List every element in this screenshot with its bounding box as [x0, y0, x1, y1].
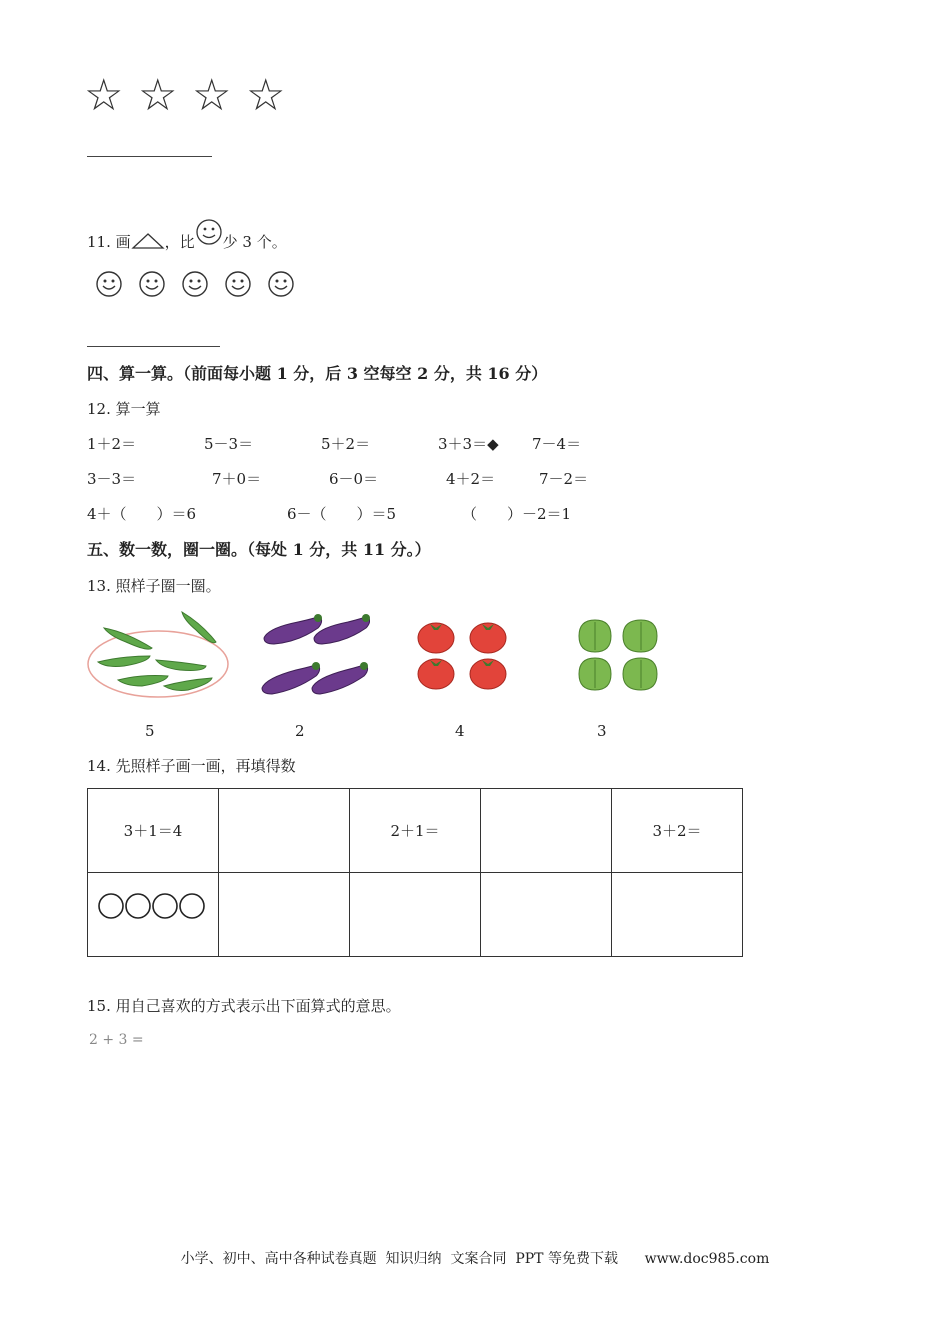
equation: 7－2＝ — [539, 470, 589, 488]
star-icon: ☆ — [138, 70, 178, 121]
q12-title: 12. 算一算 — [87, 400, 161, 418]
equation: 6－0＝ — [329, 470, 379, 488]
table-cell: 3＋1＝4 — [88, 789, 219, 873]
star-icon: ☆ — [192, 70, 232, 121]
count-number: 2 — [295, 722, 305, 740]
smiley-icon — [182, 271, 208, 297]
table-row — [88, 873, 743, 957]
circle-icon — [97, 892, 209, 920]
table-row — [88, 789, 743, 873]
table-cell[interactable] — [219, 873, 350, 957]
eggplant-icon — [258, 608, 370, 696]
smiley-icon — [225, 271, 251, 297]
equation: 3－3＝ — [87, 470, 137, 488]
table-cell[interactable] — [481, 873, 612, 957]
q13-title: 13. 照样子圈一圈。 — [87, 577, 221, 595]
triangle-icon — [131, 232, 165, 250]
smiley-icon — [195, 219, 223, 249]
equation: （ ）－2＝1 — [462, 505, 572, 523]
star-icon: ☆ — [246, 70, 286, 121]
equation: 3＋3＝◆ — [438, 435, 499, 453]
drawing-table — [87, 788, 743, 957]
table-cell[interactable] — [612, 873, 743, 957]
answer-line — [87, 346, 220, 347]
q15-title: 15. 用自己喜欢的方式表示出下面算式的意思。 — [87, 997, 401, 1015]
equation: 4＋（ ）＝6 — [87, 505, 197, 523]
section-4-heading: 四、算一算。（前面每小题 1 分，后 3 空每空 2 分，共 16 分） — [87, 364, 548, 383]
q14-title: 14. 先照样子画一画，再填得数 — [87, 757, 296, 775]
answer-line — [87, 156, 212, 157]
table-cell[interactable] — [219, 789, 350, 873]
q11-text-a: 11. 画 — [87, 233, 131, 251]
section-5-heading: 五、数一数，圈一圈。（每处 1 分，共 11 分。） — [87, 540, 431, 559]
equation: 7－4＝ — [532, 435, 582, 453]
equation: 4＋2＝ — [446, 470, 496, 488]
green-pepper-icon — [575, 616, 663, 694]
q11-text-c: 少 3 个。 — [222, 233, 287, 251]
q11-text-b: ，比 — [164, 233, 195, 251]
table-cell: 3＋2＝ — [612, 789, 743, 873]
q15-expression: 2 + 3 = — [89, 1032, 144, 1048]
smiley-icon — [268, 271, 294, 297]
star-icon: ☆ — [84, 70, 124, 121]
equation: 6－（ ）＝5 — [287, 505, 397, 523]
footer-text: 小学、初中、高中各种试卷真题 知识归纳 文案合同 PPT 等免费下载 www.doc985.com — [180, 1251, 770, 1267]
count-number: 4 — [455, 722, 465, 740]
table-cell: 2＋1＝ — [350, 789, 481, 873]
count-number: 3 — [597, 722, 607, 740]
tomato-icon — [416, 618, 510, 694]
equation: 5－3＝ — [204, 435, 254, 453]
equation: 5＋2＝ — [321, 435, 371, 453]
pea-pod-icon — [86, 606, 234, 700]
table-cell[interactable] — [350, 873, 481, 957]
smiley-icon — [96, 271, 122, 297]
smiley-icon — [139, 271, 165, 297]
table-cell[interactable] — [481, 789, 612, 873]
count-number: 5 — [145, 722, 155, 740]
question-11 — [87, 219, 287, 251]
equation: 1＋2＝ — [87, 435, 137, 453]
equation: 7＋0＝ — [212, 470, 262, 488]
table-cell — [88, 873, 219, 957]
